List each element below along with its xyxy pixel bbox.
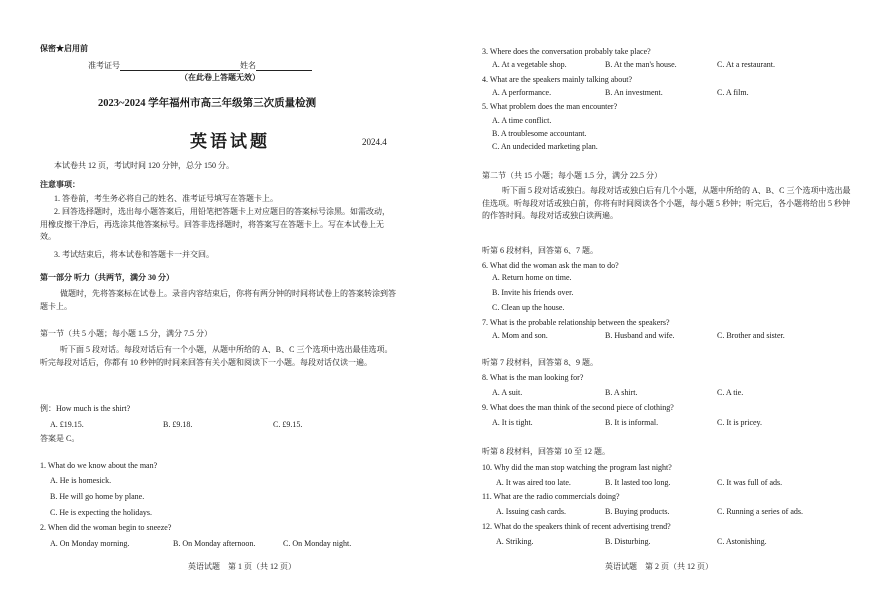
q7-option-a: A. Mom and son. (492, 331, 548, 340)
q11-option-c: C. Running a series of ads. (717, 507, 803, 516)
question-11: 11. What are the radio commercials doing? (482, 492, 620, 501)
q5-option-c: C. An undecided marketing plan. (492, 142, 598, 151)
notes-heading: 注意事项： (40, 180, 80, 189)
q1-option-b: B. He will go home by plane. (50, 492, 145, 501)
example-option-a: A. £19.15. (50, 420, 84, 429)
section1-heading: 第一节（共 5 小题；每小题 1.5 分，满分 7.5 分） (40, 329, 212, 338)
question-7: 7. What is the probable relationship between the speakers? (482, 318, 670, 327)
q4-option-a: A. A performance. (492, 88, 552, 97)
intro-text: 本试卷共 12 页，考试时间 120 分钟，总分 150 分。 (54, 161, 234, 170)
q9-option-b: B. It is informal. (605, 418, 659, 427)
answer-note: （在此卷上答题无效） (180, 73, 260, 82)
section2-heading: 第二节（共 15 小题；每小题 1.5 分，满分 22.5 分） (482, 171, 662, 180)
q4-option-c: C. A film. (717, 88, 749, 97)
q2-option-c: C. On Monday night. (283, 539, 352, 548)
example-option-c: C. £9.15. (273, 420, 303, 429)
q3-option-c: C. At a restaurant. (717, 60, 775, 69)
q12-option-c: C. Astonishing. (717, 537, 767, 546)
q10-option-a: A. It was aired too late. (496, 478, 571, 487)
material-7-label: 听第 7 段材料，回答第 8、9 题。 (482, 358, 598, 367)
name-label: 姓名 (240, 61, 256, 70)
subject-title: 英语试题 (190, 132, 270, 151)
confidential-label: 保密★启用前 (40, 44, 88, 53)
material-8-label: 听第 8 段材料，回答第 10 至 12 题。 (482, 447, 610, 456)
q1-option-c: C. He is expecting the holidays. (50, 508, 152, 517)
left-page (40, 0, 420, 593)
q6-option-c: C. Clean up the house. (492, 303, 565, 312)
question-1: 1. What do we know about the man? (40, 461, 158, 470)
exam-title: 2023~2024 学年福州市高三年级第三次质量检测 (98, 98, 317, 109)
q12-option-b: B. Disturbing. (605, 537, 651, 546)
q8-option-a: A. A suit. (492, 388, 523, 397)
q9-option-a: A. It is tight. (492, 418, 533, 427)
question-2: 2. When did the woman begin to sneeze? (40, 523, 172, 532)
question-6: 6. What did the woman ask the man to do? (482, 261, 619, 270)
q7-option-b: B. Husband and wife. (605, 331, 675, 340)
right-page-footer: 英语试题 第 2 页（共 12 页） (605, 562, 713, 571)
q5-option-a: A. A time conflict. (492, 116, 552, 125)
q6-option-b: B. Invite his friends over. (492, 288, 574, 297)
q10-option-b: B. It lasted too long. (605, 478, 671, 487)
question-5: 5. What problem does the man encounter? (482, 102, 618, 111)
question-12: 12. What do the speakers think of recent advertising trend? (482, 522, 671, 531)
exam-id-label: 准考证号 (88, 61, 120, 70)
example-answer: 答案是 C。 (40, 434, 80, 443)
part1-heading: 第一部分 听力（共两节，满分 30 分） (40, 273, 174, 282)
q9-option-c: C. It is pricey. (717, 418, 763, 427)
question-9: 9. What does the man think of the second piece of clothing? (482, 403, 674, 412)
q11-option-b: B. Buying products. (605, 507, 670, 516)
question-8: 8. What is the man looking for? (482, 373, 584, 382)
part1-intro: 做题时，先将答案标在试卷上。录音内容结束后，你将有两分钟的时间将试卷上的答案转涂到答题卡上。 (40, 289, 396, 311)
example-question: 例：How much is the shirt? (40, 404, 131, 413)
exam-date: 2024.4 (362, 137, 387, 147)
section2-intro: 听下面 5 段对话或独白。每段对话或独白后有几个小题，从题中所给的 A、B、C 三个选项中选出最佳选项。听每段对话或独白前，你将有时间阅读各个小题，每小题 5 秒钟；听完后，各小题将给出 5 秒钟的作答时间。每段对话或独白读两遍。 (482, 186, 851, 220)
name-field[interactable] (256, 62, 312, 71)
question-4: 4. What are the speakers mainly talking about? (482, 75, 633, 84)
right-page (482, 0, 864, 593)
note-3: 3. 考试结束后，将本试卷和答题卡一并交回。 (54, 250, 214, 259)
q2-option-a: A. On Monday morning. (50, 539, 130, 548)
exam-id-field[interactable] (120, 62, 240, 71)
q7-option-c: C. Brother and sister. (717, 331, 785, 340)
note-1: 1. 答卷前，考生务必将自己的姓名、准考证号填写在答题卡上。 (54, 194, 278, 203)
q8-option-b: B. A shirt. (605, 388, 638, 397)
q1-option-a: A. He is homesick. (50, 476, 112, 485)
q3-option-b: B. At the man's house. (605, 60, 677, 69)
q3-option-a: A. At a vegetable shop. (492, 60, 567, 69)
example-option-b: B. £9.18. (163, 420, 193, 429)
q6-option-a: A. Return home on time. (492, 273, 572, 282)
note-2: 2. 回答选择题时，选出每小题答案后，用铅笔把答题卡上对应题目的答案标号涂黑。如需改动，用橡皮擦干净后，再选涂其他答案标号。回答非选择题时，将答案写在答题卡上。写在本试卷上无效。 (40, 207, 390, 241)
question-3: 3. Where does the conversation probably take place? (482, 47, 651, 56)
q10-option-c: C. It was full of ads. (717, 478, 783, 487)
q11-option-a: A. Issuing cash cards. (496, 507, 566, 516)
q2-option-b: B. On Monday afternoon. (173, 539, 256, 548)
q12-option-a: A. Striking. (496, 537, 534, 546)
q4-option-b: B. An investment. (605, 88, 663, 97)
exam-id-row (88, 61, 312, 71)
q8-option-c: C. A tie. (717, 388, 744, 397)
left-page-footer: 英语试题 第 1 页（共 12 页） (188, 562, 296, 571)
question-10: 10. Why did the man stop watching the program last night? (482, 463, 672, 472)
material-6-label: 听第 6 段材料，回答第 6、7 题。 (482, 246, 598, 255)
section1-intro: 听下面 5 段对话。每段对话后有一个小题，从题中所给的 A、B、C 三个选项中选出最佳选项。听完每段对话后，你都有 10 秒钟的时间来回答有关小题和阅读下一小题。每段对话仅读一遍。 (40, 345, 393, 367)
q5-option-b: B. A troublesome accountant. (492, 129, 587, 138)
